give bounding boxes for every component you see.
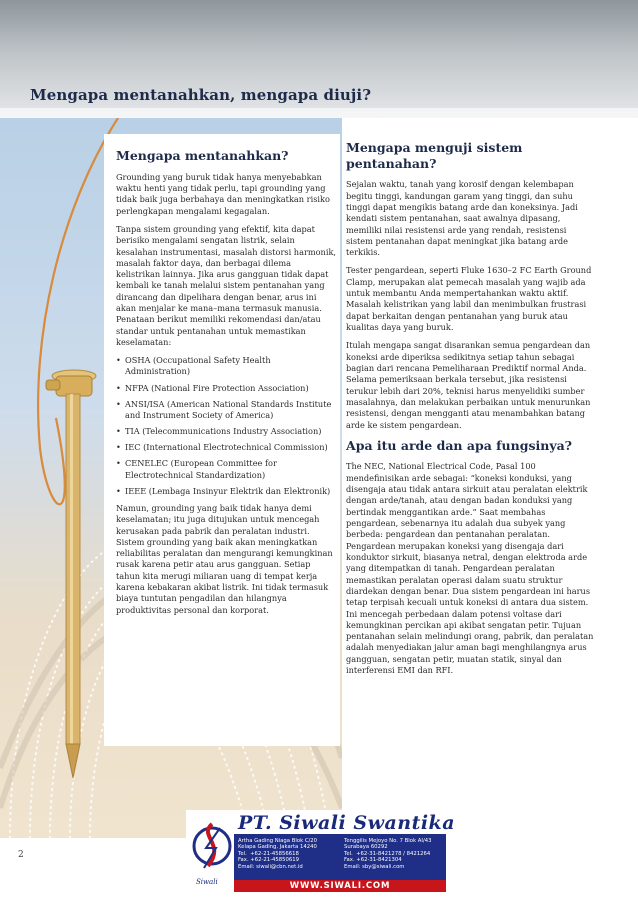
paragraph: Grounding yang buruk tidak hanya menyebabkan waktu henti yang tidak perlu, tapi grounding yang tidak baik juga berbahaya dan meningkatkan risiko perlengkapan mengalami kegagalan. [116, 171, 330, 216]
paragraph: Namun, grounding yang baik tidak hanya demi keselamatan; itu juga ditujukan untuk mencegah kerusakan pada pabrik dan peralatan industri. Sistem grounding yang baik akan meningkatkan reliabilitas peralatan dan mengurangi kemungkinan rusak karena petir atau arus gangguan. Setiap tahun kita merugi miliaran uang di tempat kerja karena kebakaran akibat listrik. Ini tidak termasuk biaya tuntutan pengadilan dan hilangnya produktivitas personal dan korporat. [116, 502, 333, 615]
ad-address-jakarta: Artha Gading Niaga Blok C/20 Kelapa Gading, Jakarta 14240 Tel. +62-21-45856618 Fax. +62-21-45850619 Email: siwali@cbn.net.id [238, 838, 318, 870]
ad-company-name: PT. Siwali Swantika [238, 812, 456, 834]
ad-website-link[interactable]: WWW.SIWALI.COM [234, 880, 446, 892]
page-heading: Mengapa mentanahkan, mengapa diuji? [30, 86, 372, 104]
paragraph: Itulah mengapa sangat disarankan semua pengardean dan koneksi arde diperiksa sedikitnya setiap tahun sebagai bagian dari rencana Pemeliharaan Prediktif normal Anda. Selama pemeriksaan berkala tersebut, jika resistensi terukur lebih dari 20%, teknisi harus menyelidiki sumber masalahnya, dan melakukan perbaikan untuk menurunkan resistensi, dengan mengganti atau menambahkan batang arde ke sistem pengardean. [346, 340, 591, 430]
list-item: • TIA (Telecommunications Industry Association) [116, 426, 336, 437]
paragraph: Tanpa sistem grounding yang efektif, kita dapat berisiko mengalami sengatan listrik, selain kesalahan instrumentasi, masalah distorsi harmonik, masalah faktor daya, dan berbagai dilema kelistrikan lainnya. Jika arus gangguan tidak dapat kembali ke tanah melalui sistem pentanahan yang dirancang dan dipelihara dengan benar, arus ini akan menjalar ke mana–mana termasuk manusia. Penataan berikut memiliki rekomendasi dan/atau standar untuk pentanahan untuk memastikan keselamatan: [116, 223, 337, 347]
list-item: • OSHA (Occupational Safety Health Administration) [116, 355, 336, 377]
paragraph: Sejalan waktu, tanah yang korosif dengan kelembapan begitu tinggi, kandungan garam yang tinggi, dan suhu tinggi dapat mengikis batang arde dan koneksinya. Jadi kendati sistem pentanahan, saat awalnya dipasang, memiliki nilai resistensi arde yang rendah, resistensi sistem pentanahan dapat meningkat jika batang arde terkikis. [346, 179, 578, 258]
ad-address-surabaya: Tenggilis Mejoyo No. 7 Blok AI/43 Surabaya 60292 Tel. +62-31-8421278 / 8421264 Fax. +62-31-8421304 Email: sby@siwali.com [344, 838, 432, 870]
list-item: • IEC (International Electrotechnical Commission) [116, 442, 336, 453]
right-column [346, 140, 594, 683]
page-number: 2 [18, 850, 24, 860]
siwali-logo-icon [190, 814, 234, 884]
list-item: • ANSI/ISA (American National Standards Institute and Instrument Society of America) [116, 399, 336, 421]
section-title-what-is-ground: Apa itu arde dan apa fungsinya? [346, 437, 573, 453]
ad-brand: Siwali [196, 878, 218, 886]
section-title-why-test: Mengapa menguji sistem pentanahan? [346, 140, 523, 171]
standards-list [116, 355, 336, 497]
advertisement-banner [186, 810, 456, 892]
left-column [104, 134, 340, 746]
list-item: • CENELEC (European Committee for Electrotechnical Standardization) [116, 458, 336, 480]
list-item: • NFPA (National Fire Protection Association) [116, 383, 336, 394]
paragraph: The NEC, National Electrical Code, Pasal 100 mendefinisikan arde sebagai: “koneksi konduksi, yang disengaja atau tidak antara sirkuit atau peralatan elektrik dengan arde/tanah, atau dengan badan konduksi yang bertindak menggantikan arde.” Saat membahas pengardean, sebenarnya itu adalah dua subyek yang berbeda: pengardean dan pentanahan peralatan. Pengardean merupakan koneksi yang disengaja dari konduktor sirkuit, biasanya netral, dengan elektroda arde yang ditempatkan di tanah. Pengardean peralatan memastikan peralatan operasi dalam suatu struktur diardekan dengan benar. Dua sistem pengardean ini harus tetap terpisah kecuali untuk koneksi di antara dua sistem. Ini mencegah perbedaan dalam potensi voltase dari kemungkinan percikan api akibat sengatan petir. Tujuan pentanahan selain melindungi orang, pabrik, dan peralatan adalah menyediakan jalur aman bagi menghilangnya arus gangguan, sengatan petir, muatan statik, sinyal dan interferensi EMI dan RFI. [346, 461, 594, 676]
section-title-why-ground: Mengapa mentanahkan? [116, 148, 289, 163]
paragraph: Tester pengardean, seperti Fluke 1630–2 FC Earth Ground Clamp, merupakan alat pemecah masalah yang wajib ada untuk membantu Anda mempertahankan waktu aktif. Masalah kelistrikan yang labil dan menimbulkan frustrasi dapat berkaitan dengan pentanahan yang buruk atau kualitas daya yang buruk. [346, 265, 592, 332]
list-item: • IEEE (Lembaga Insinyur Elektrik dan Elektronik) [116, 486, 336, 497]
